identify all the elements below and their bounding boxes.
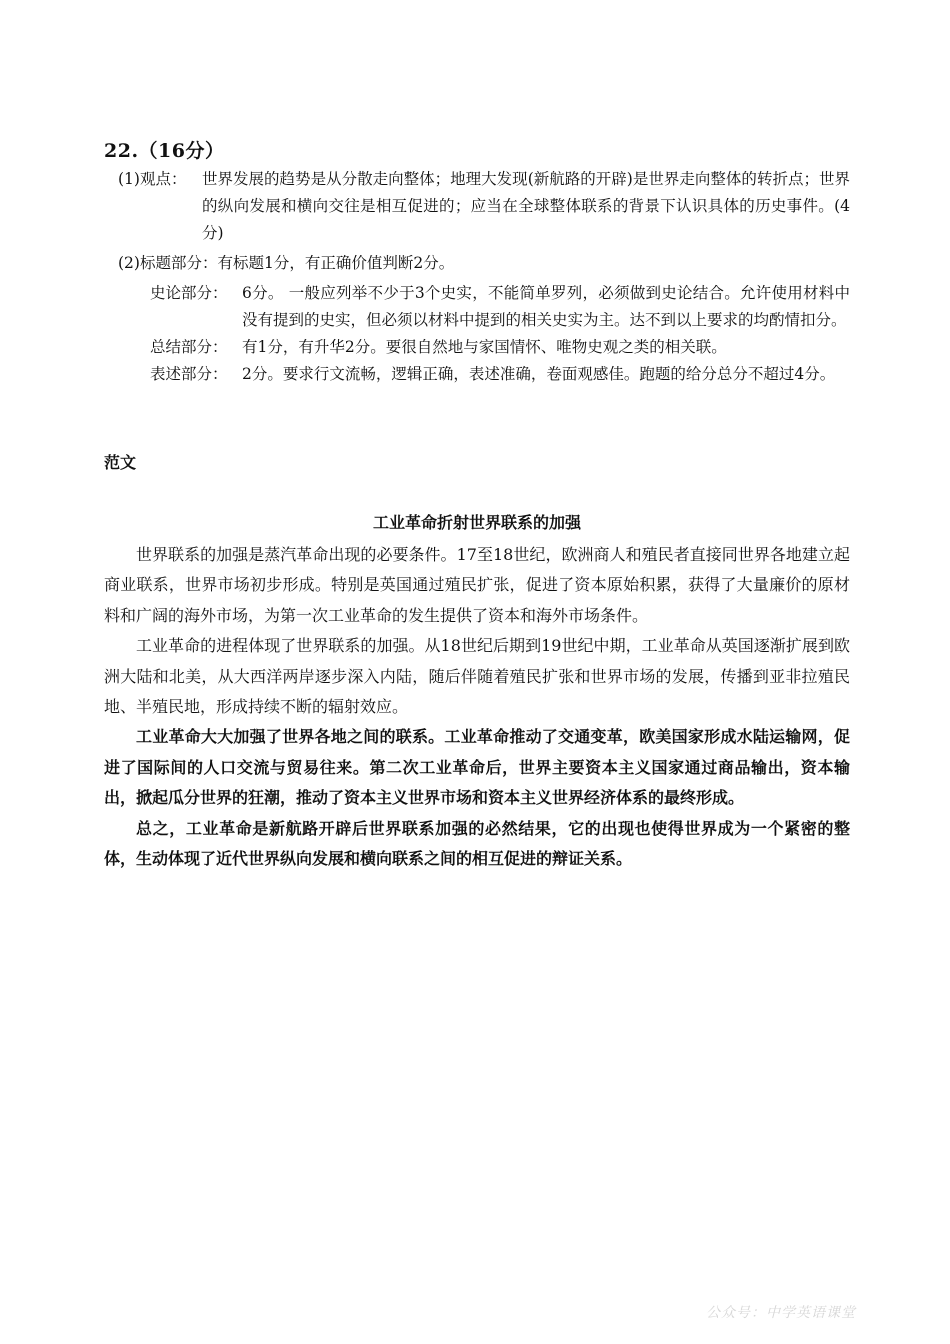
watermark: 公众号：中学英语课堂 — [706, 1305, 856, 1321]
essay-paragraph: 总之，工业革命是新航路开辟后世界联系加强的必然结果，它的出现也使得世界成为一个紧密的整体，生动体现了近代世界纵向发展和横向联系之间的相互促进的辩证关系。 — [104, 818, 850, 869]
question-title: 22.（16分） — [104, 140, 225, 162]
scoring-criteria-list — [150, 280, 850, 388]
answer-1-label: (1)观点： — [118, 170, 187, 188]
answer-1-text: 世界发展的趋势是从分散走向整体；地理大发现(新航路的开辟)是世界走向整体的转折点；世界的纵向发展和横向交往是相互促进的；应当在全球整体联系的背景下认识具体的历史事件。(4分) — [202, 170, 850, 242]
criteria-label: 总结部分： — [150, 338, 228, 356]
criteria-item — [150, 280, 850, 334]
criteria-label: 表述部分： — [150, 365, 228, 383]
criteria-label: 史论部分： — [150, 284, 228, 302]
criteria-text: 有1分，有升华2分。要很自然地与家国情怀、唯物史观之类的相关联。 — [242, 338, 727, 356]
essay-paragraph: 工业革命的进程体现了世界联系的加强。从18世纪后期到19世纪中期，工业革命从英国逐渐扩展到欧洲大陆和北美，从大西洋两岸逐步深入内陆，随后伴随着殖民扩张和世界市场的发展，传播到亚非拉殖民地、半殖民地，形成持续不断的辐射效应。 — [104, 636, 850, 717]
essay-paragraph: 工业革命大大加强了世界各地之间的联系。工业革命推动了交通变革，欧美国家形成水陆运输网，促进了国际间的人口交流与贸易往来。第二次工业革命后，世界主要资本主义国家通过商品输出，资本输出，掀起瓜分世界的狂潮，推动了资本主义世界市场和资本主义世界经济体系的最终形成。 — [104, 727, 850, 808]
answer-2-text: 有标题1分，有正确价值判断2分。 — [217, 254, 455, 272]
criteria-item — [150, 361, 850, 388]
essay-body — [104, 540, 850, 874]
criteria-item — [150, 334, 850, 361]
criteria-text: 2分。要求行文流畅，逻辑正确，表述准确，卷面观感佳。跑题的给分总分不超过4分。 — [242, 365, 836, 383]
essay-paragraph: 世界联系的加强是蒸汽革命出现的必要条件。17至18世纪，欧洲商人和殖民者直接同世界各地建立起商业联系，世界市场初步形成。特别是英国通过殖民扩张，促进了资本原始积累，获得了大量廉价的原材料和广阔的海外市场，为第一次工业革命的发生提供了资本和海外市场条件。 — [104, 545, 850, 625]
answer-part-2 — [118, 250, 850, 277]
model-essay-label: 范文 — [104, 453, 137, 472]
answer-part-1 — [118, 166, 850, 247]
answer-2-label: (2)标题部分： — [118, 254, 218, 272]
criteria-text: 6分。 一般应列举不少于3个史实，不能简单罗列，必须做到史论结合。允许使用材料中没有提到的史实，但必须以材料中提到的相关史实为主。达不到以上要求的均酌情扣分。 — [242, 284, 850, 329]
essay-title: 工业革命折射世界联系的加强 — [372, 513, 581, 532]
